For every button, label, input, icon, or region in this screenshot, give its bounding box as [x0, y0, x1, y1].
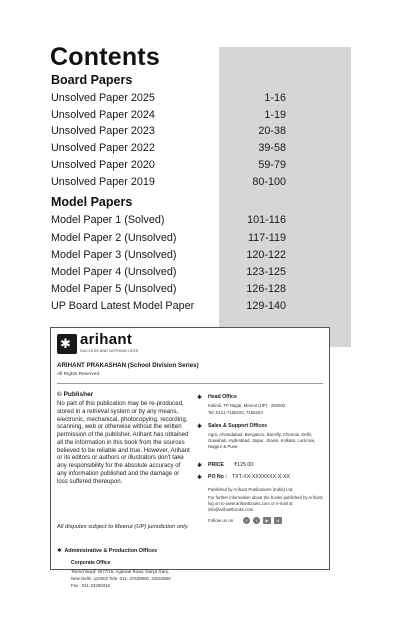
toc-entry-label: UP Board Latest Model Paper: [51, 300, 195, 312]
sales-offices-list: Agra, Ahmedabad, Bengaluru, Bareilly, Chennai, Delhi, Guwahati, Hyderabad, Jaipur, Jhansi, Kolkata, Lucknow, Nagpur & Pune.: [208, 432, 316, 450]
head-office-heading: Head Office: [208, 394, 237, 400]
youtube-icon[interactable]: ▶: [263, 517, 271, 524]
toc-entry-pages: 80-100: [252, 176, 286, 188]
imprint-line: ARIHANT PRAKASHAN (School Division Series): [57, 362, 199, 369]
publisher-logo: [57, 331, 157, 356]
toc-entry[interactable]: [51, 300, 286, 318]
toc-entry-pages: 117-119: [247, 232, 286, 244]
toc-entry[interactable]: [51, 214, 286, 232]
admin-offices-heading: ✱ Administrative & Production Offices: [57, 548, 158, 554]
toc-entry[interactable]: [51, 249, 286, 267]
asterisk-icon: ✱: [197, 475, 203, 481]
toc-entry-label: Unsolved Paper 2025: [51, 92, 155, 104]
asterisk-icon: ✱: [197, 424, 203, 430]
toc-entry-pages: 39-58: [258, 142, 286, 154]
toc-entry-label: Model Paper 5 (Unsolved): [51, 283, 177, 295]
corporate-address-line: New Delhi -110002 Tele: 011- 47630600, 43518550: [71, 576, 171, 581]
toc-entry[interactable]: [51, 283, 286, 301]
further-info: For further information about the books published by Arihant, log on to www.arihantbooks.com or e-mail at info@arihantbooks.com: [208, 495, 324, 513]
toc-entry-pages: 101-116: [247, 214, 286, 226]
toc-entry-label: Model Paper 2 (Unsolved): [51, 232, 177, 244]
toc-entry-label: Unsolved Paper 2024: [51, 109, 155, 121]
toc-entry-label: Model Paper 1 (Solved): [51, 214, 165, 226]
head-office-phone: Tel: 0121-7156203, 7156204: [208, 410, 263, 415]
asterisk-icon: ✱: [197, 395, 203, 401]
toc-entry-pages: 1-16: [264, 92, 286, 104]
price-label: PRICE: [208, 462, 224, 468]
asterisk-icon: ✱: [57, 548, 65, 554]
toc-entry[interactable]: [51, 125, 286, 143]
po-number-value: TXT-XX-XXXXXXX-X-XX: [232, 474, 290, 480]
logo-tagline: SUCCESS AND NOTHING LESS: [80, 349, 139, 353]
po-number-label: PO No :: [208, 474, 228, 480]
corporate-office-heading: Corporate Office: [71, 560, 111, 566]
jurisdiction-note: All disputes subject to Meerut (UP) jurisdiction only.: [57, 524, 189, 530]
rights-reserved: All Rights Reserved: [57, 372, 100, 377]
logo-wordmark: arihant: [80, 331, 133, 348]
model-papers-heading: Model Papers: [51, 195, 133, 209]
toc-entry-label: Unsolved Paper 2023: [51, 125, 155, 137]
toc-entry[interactable]: [51, 232, 286, 250]
toc-entry-pages: 20-38: [258, 125, 286, 137]
toc-entry-label: Unsolved Paper 2022: [51, 142, 155, 154]
toc-entry-pages: 120-122: [246, 249, 286, 261]
toc-entry-pages: 123-125: [246, 266, 286, 278]
instagram-icon[interactable]: ◘: [274, 517, 282, 524]
toc-entry[interactable]: [51, 266, 286, 284]
publisher-heading: © Publisher: [57, 391, 94, 398]
toc-entry-label: Unsolved Paper 2019: [51, 176, 155, 188]
toc-entry-pages: 1-19: [264, 109, 286, 121]
corporate-address-line: 'Ramchhaya' 4577/15, Agarwal Road, Darya Ganj,: [71, 569, 169, 574]
toc-entry-pages: 59-79: [258, 159, 286, 171]
copyright-box: [50, 327, 330, 588]
head-office-address: Kalindi, TP Nagar, Meerut (UP) - 250002: [208, 403, 286, 408]
publisher-notice: No part of this publication may be re-produced, stored in a retrieval system or by any means, electronic, mechanical, photocopying, recording, scanning, web or otherwise without the written permission of the publisher. Arihant has obtained all the information in this book from the sources believed to be reliable and true. However, Arihant or its editors or authors or illustrators don't take any responsibility for the absolute accuracy of any information published and the damage or loss suffered thereupon.: [57, 400, 190, 485]
divider: [57, 383, 323, 384]
toc-entry[interactable]: [51, 159, 286, 177]
published-by: Published by Arihant Publications (India) Ltd.: [208, 487, 294, 492]
toc-entry-pages: 129-140: [246, 300, 286, 312]
facebook-icon[interactable]: f: [243, 517, 250, 524]
page-title: Contents: [50, 43, 160, 71]
sales-offices-heading: Sales & Support Offices: [208, 423, 268, 429]
toc-entry[interactable]: [51, 142, 286, 160]
board-papers-heading: Board Papers: [51, 73, 133, 87]
price-value: ₹125.00: [234, 462, 254, 468]
asterisk-icon: ✱: [197, 463, 203, 469]
follow-us-label: Follow us on: [208, 518, 234, 523]
toc-entry-label: Model Paper 3 (Unsolved): [51, 249, 177, 261]
toc-entry-pages: 126-128: [246, 283, 286, 295]
toc-entry[interactable]: [51, 176, 286, 194]
toc-entry[interactable]: [51, 92, 286, 110]
corporate-address-line: Fax : 011-23280316: [71, 583, 110, 588]
twitter-icon[interactable]: t: [253, 517, 260, 524]
toc-entry-label: Model Paper 4 (Unsolved): [51, 266, 177, 278]
toc-entry-label: Unsolved Paper 2020: [51, 159, 155, 171]
logo-star-icon: ✱: [57, 334, 77, 354]
